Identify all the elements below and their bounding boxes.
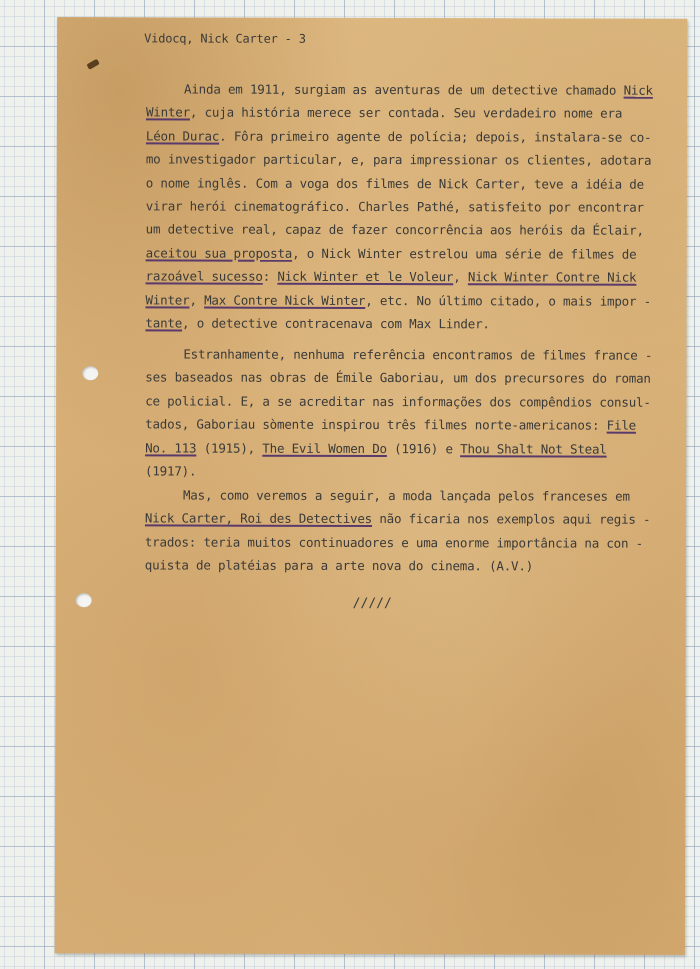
text-line xyxy=(146,171,666,196)
text-line xyxy=(145,311,665,336)
text-run: não ficaria nos exemplos aqui regis - xyxy=(372,511,651,528)
underlined-text: Nick Winter et le Voleur xyxy=(277,269,454,285)
underlined-text: Thou Shalt Not Steal xyxy=(460,440,607,457)
text-run: . Fôra primeiro agente de polícia; depois, instalara-se co- xyxy=(219,128,652,145)
text-run: , etc. No último citado, o mais impor - xyxy=(365,292,652,309)
underlined-text: tante xyxy=(145,315,183,331)
page-header: Vidocq, Nick Carter - 3 xyxy=(144,31,306,46)
text-run: , xyxy=(453,269,468,285)
text-line xyxy=(146,218,666,243)
text-line xyxy=(146,101,666,126)
text-line xyxy=(145,436,665,461)
text-run: , o Nick Winter estrelou uma série de filmes de xyxy=(292,245,637,262)
text-run: tados, Gaboriau sòmente inspirou três filmes norte-americanos: xyxy=(145,416,607,433)
text-line xyxy=(145,530,665,555)
text-line xyxy=(145,507,665,532)
underlined-text: Nick Carter, Roi des Detectives xyxy=(144,510,373,527)
text-line xyxy=(146,124,666,149)
paragraph-3 xyxy=(145,483,665,578)
text-line xyxy=(146,194,666,219)
text-run: ce policial. E, a se acreditar nas informações dos compêndios consul- xyxy=(145,393,651,410)
text-run: , o detective contracenava com Max Linder. xyxy=(182,315,490,332)
text-line xyxy=(145,288,665,313)
underlined-text: No. 113 xyxy=(145,440,197,456)
text-run: , xyxy=(189,292,205,308)
text-line xyxy=(145,554,665,579)
text-run: (1917). xyxy=(145,463,197,479)
text-run: : xyxy=(262,268,278,285)
underlined-text: Nick xyxy=(623,82,653,98)
underlined-text: aceitou sua proposta xyxy=(145,245,293,261)
text-run: (1915), xyxy=(196,440,263,456)
text-line xyxy=(146,265,666,290)
underlined-text: File xyxy=(606,417,637,433)
text-line xyxy=(146,148,666,173)
text-line xyxy=(145,459,665,484)
text-line xyxy=(145,366,665,391)
text-run: virar herói cinematográfico. Charles Pathé, satisfeito por encontrar xyxy=(145,198,644,215)
text-line xyxy=(145,483,665,508)
end-mark: ///// xyxy=(352,595,392,612)
text-run: , cuja história merece ser contada. Seu verdadeiro nome era xyxy=(189,104,623,122)
underlined-text: Léon Durac xyxy=(145,128,220,144)
text-run: trados: teria muitos continuadores e uma enorme importância na con - xyxy=(144,534,644,551)
underlined-text: Max Contre Nick Winter xyxy=(204,292,366,308)
text-line xyxy=(146,241,666,266)
text-run: ses baseados nas obras de Émile Gaboriau, um dos precursores do roman xyxy=(145,369,651,387)
underlined-text: Winter xyxy=(145,104,190,120)
underlined-text: The Evil Women Do xyxy=(262,440,387,456)
text-run: o nome inglês. Com a voga dos filmes de Nick Carter, teve a idéia de xyxy=(145,175,644,192)
paragraph-1 xyxy=(145,77,666,336)
text-run: Estranhamente, nenhuma referência encontramos de filmes france - xyxy=(183,346,653,363)
text-run: (1916) e xyxy=(386,440,461,456)
text-run: um detective real, capaz de fazer concorrência aos heróis da Éclair, xyxy=(145,221,644,239)
typewritten-text xyxy=(55,17,687,955)
text-run: Ainda em 1911, surgiam as aventuras de um detective chamado xyxy=(184,81,624,98)
underlined-text: razoável sucesso xyxy=(145,268,263,284)
paper-sheet xyxy=(55,17,687,955)
text-line xyxy=(145,413,665,438)
text-run: mo investigador particular, e, para impressionar os clientes, adotara xyxy=(145,151,652,168)
text-run: Mas, como veremos a seguir, a moda lançada pelos franceses em xyxy=(182,487,630,504)
paragraph-2 xyxy=(145,342,665,484)
text-line xyxy=(145,389,665,414)
text-line xyxy=(145,342,665,367)
underlined-text: Winter xyxy=(145,292,190,308)
underlined-text: Nick Winter Contre Nick xyxy=(467,269,637,285)
text-run: quista de platéias para a arte nova do cinema. (A.V.) xyxy=(144,557,534,574)
text-line xyxy=(146,77,666,102)
